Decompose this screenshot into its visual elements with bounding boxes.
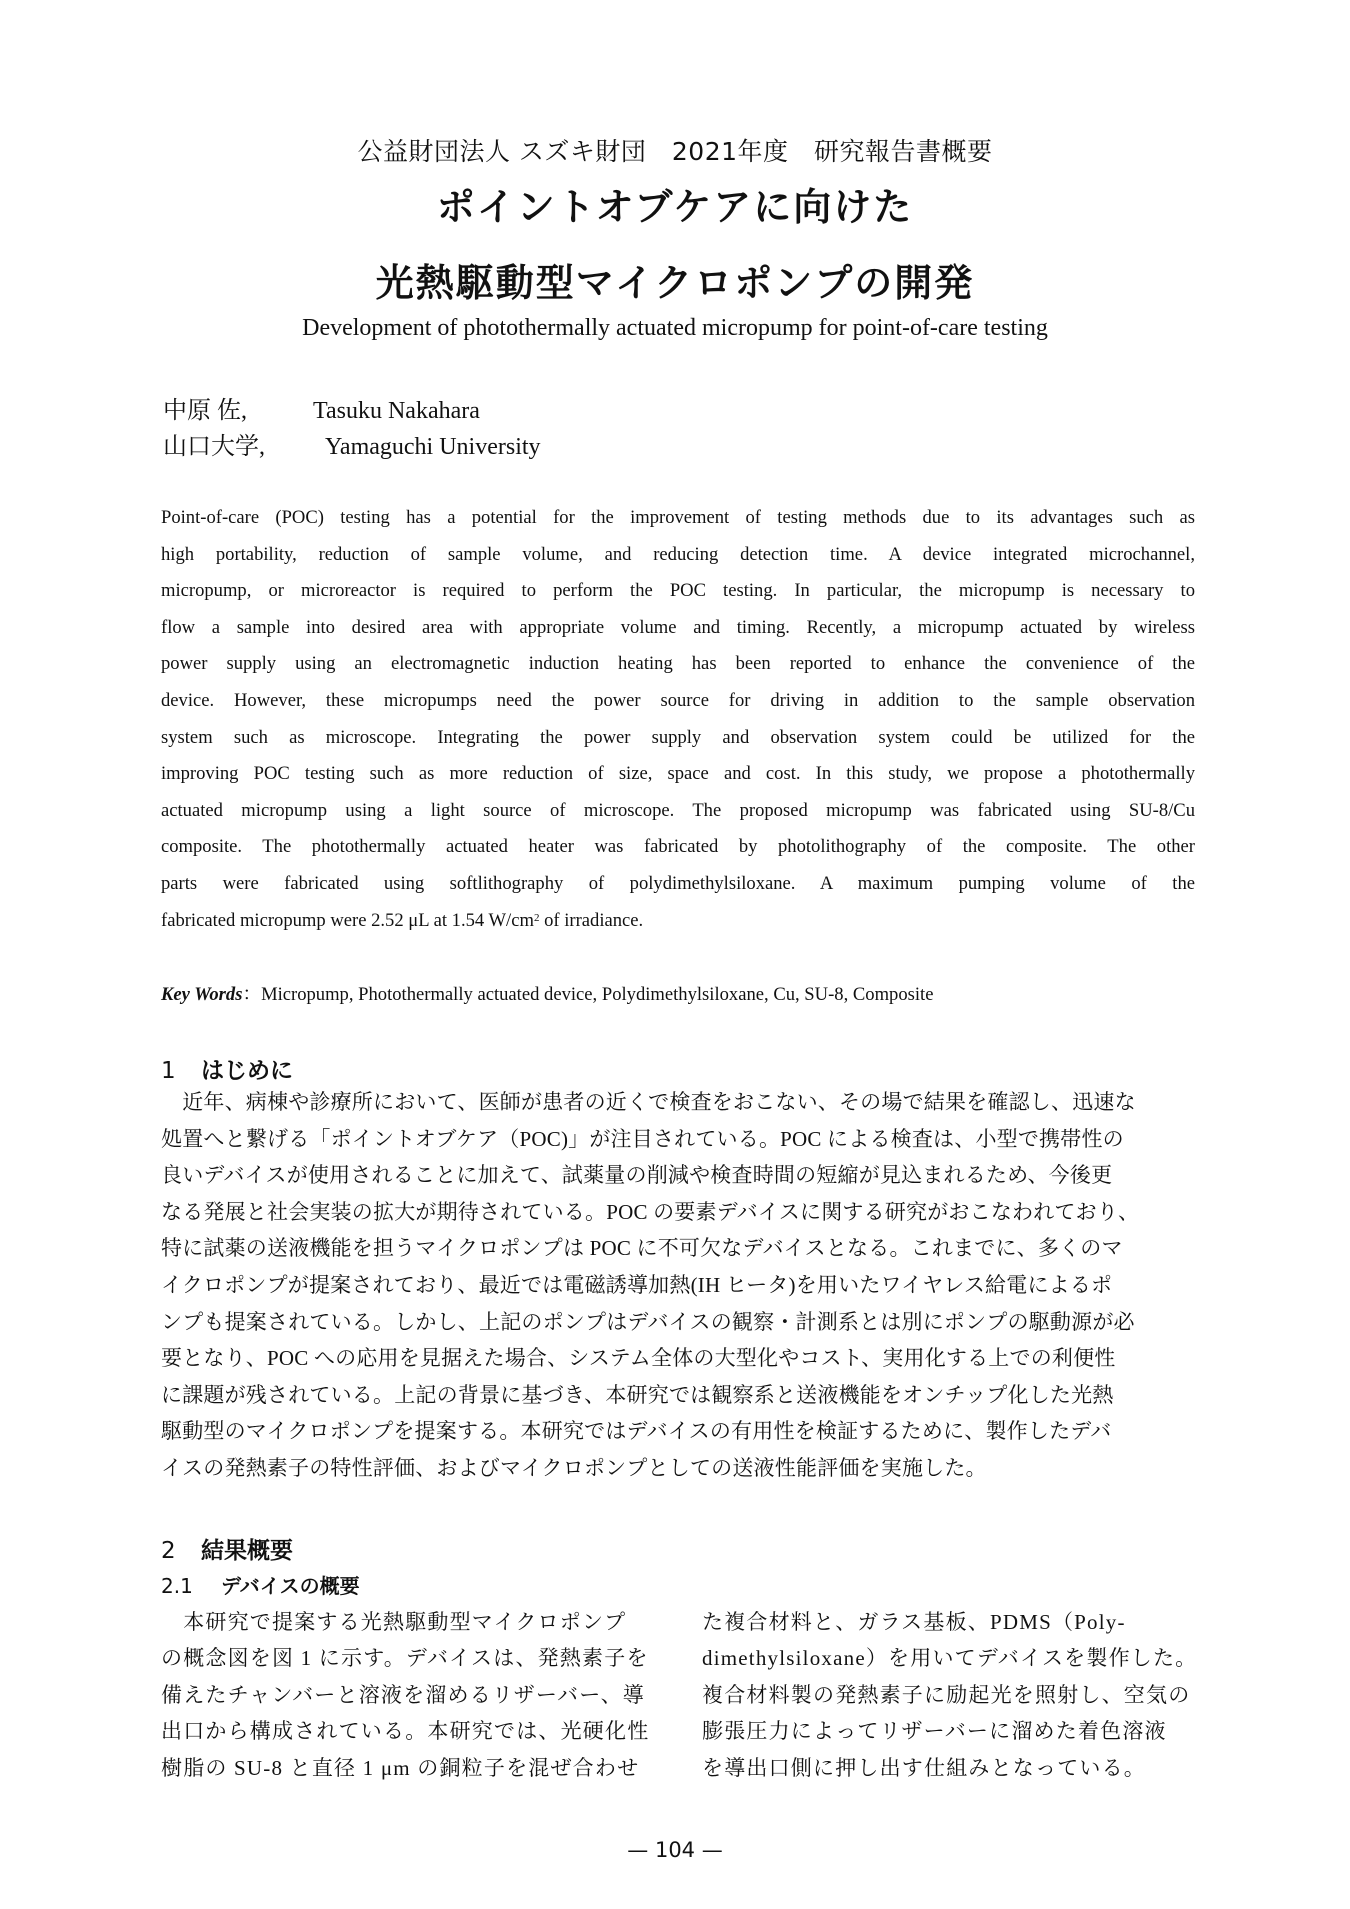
body-line: 処置へと繋げる「ポイントオブケア（POC)」が注目されている。POC による検査は、小型で携帯性の	[161, 1126, 1124, 1151]
body-line: の概念図を図 1 に示す。デバイスは、発熱素子を	[161, 1646, 649, 1671]
affiliation-jp: 山口大学,	[163, 434, 265, 460]
abstract-line: high portability, reduction of sample volume, and reducing detection time. A device integrated microchannel,	[161, 543, 1195, 565]
body-line: dimethylsiloxane）を用いてデバイスを製作した。	[702, 1646, 1198, 1671]
abstract-line: power supply using an electromagnetic induction heating has been reported to enhance the convenience of the	[161, 653, 1195, 675]
affiliation-en: Yamaguchi University	[325, 434, 541, 460]
subsection-2-1-heading	[161, 1570, 360, 1599]
body-line: 要となり、POC への応用を見据えた場合、システム全体の大型化やコスト、実用化する上での利便性	[161, 1346, 1116, 1371]
abstract-line: composite. The photothermally actuated heater was fabricated by photolithography of the composite. The other	[161, 836, 1195, 858]
page-number: — 104 —	[627, 1838, 723, 1862]
body-line: 駆動型のマイクロポンプを提案する。本研究ではデバイスの有用性を検証するために、製作したデバ	[161, 1419, 1112, 1444]
abstract	[161, 500, 1195, 939]
keywords	[161, 980, 1201, 1006]
body-line: 特に試薬の送液機能を担うマイクロポンプは POC に不可欠なデバイスとなる。これまでに、多くのマ	[161, 1236, 1123, 1261]
author-name-jp: 中原 佐,	[163, 398, 247, 424]
title-jp-line-1: ポイントオブケアに向けた	[436, 185, 914, 229]
author-name-row	[163, 390, 480, 425]
section-2-heading	[161, 1532, 293, 1565]
body-line: なる発展と社会実装の拡大が期待されている。POC の要素デバイスに関する研究がおこなわれており、	[161, 1199, 1140, 1224]
body-line: 複合材料製の発熱素子に励起光を照射し、空気の	[702, 1682, 1191, 1707]
body-line: イクロポンプが提案されており、最近では電磁誘導加熱(IH ヒータ)を用いたワイヤレス給電によるポ	[161, 1272, 1113, 1297]
abstract-line: device. However, these micropumps need the power source for driving in addition to the sample observation	[161, 689, 1195, 711]
title-jp-line-2: 光熱駆動型マイクロポンプの開発	[375, 261, 975, 305]
body-line: 備えたチャンバーと溶液を溜めるリザーバー、導	[161, 1682, 645, 1707]
section-1-heading	[161, 1052, 293, 1085]
abstract-last-line	[161, 903, 1195, 940]
abstract-line: system such as microscope. Integrating the power supply and observation system could be utilized for the	[161, 726, 1195, 748]
subsection-number: 2.1	[161, 1574, 193, 1598]
body-line: イスの発熱素子の特性評価、およびマイクロポンプとしての送液性能評価を実施した。	[161, 1455, 987, 1480]
abstract-line: micropump, or microreactor is required to perform the POC testing. In particular, the micropump is necessary to	[161, 580, 1195, 602]
abstract-line: flow a sample into desired area with appropriate volume and timing. Recently, a micropump actuated by wireless	[161, 616, 1195, 638]
body-line: 本研究で提案する光熱駆動型マイクロポンプ	[161, 1610, 627, 1634]
body-line: を導出口側に押し出す仕組みとなっている。	[702, 1755, 1146, 1780]
body-line: に課題が残されている。上記の背景に基づき、本研究では観察系と送液機能をオンチップ化した光熱	[161, 1382, 1114, 1407]
right-column	[702, 1604, 1202, 1786]
section-number: 2	[161, 1538, 176, 1564]
abstract-line: Point-of-care (POC) testing has a potential for the improvement of testing methods due to its advantages such as	[161, 507, 1195, 528]
section-1-body	[161, 1084, 1195, 1487]
keywords-label: Key Words	[161, 984, 243, 1005]
superscript: 2	[533, 911, 540, 924]
section-title: はじめに	[201, 1058, 293, 1084]
subsection-title: デバイスの概要	[221, 1574, 360, 1598]
author-name-en: Tasuku Nakahara	[313, 398, 480, 424]
keywords-separator: ：	[242, 984, 262, 1005]
body-line: た複合材料と、ガラス基板、PDMS（Poly-	[702, 1610, 1126, 1634]
title-en: Development of photothermally actuated micropump for point-of-care testing	[302, 315, 1048, 341]
abstract-last-line-text: fabricated micropump were 2.52 μL at 1.54 W/cm	[161, 909, 534, 931]
body-line: 良いデバイスが使用されることに加えて、試薬量の削減や検査時間の短縮が見込まれるため、今後更	[161, 1163, 1113, 1188]
author-affiliation-row	[163, 426, 541, 461]
body-line: ンプも提案されている。しかし、上記のポンプはデバイスの観察・計測系とは別にポンプの駆動源が必	[161, 1309, 1135, 1334]
section-number: 1	[161, 1058, 176, 1084]
body-line: 樹脂の SU-8 と直径 1 μm の銅粒子を混ぜ合わせ	[161, 1755, 640, 1780]
section-title: 結果概要	[201, 1538, 293, 1564]
left-column	[161, 1604, 661, 1786]
abstract-line: actuated micropump using a light source of microscope. The proposed micropump was fabricated using SU-8/Cu	[161, 799, 1195, 821]
report-header: 公益財団法人 スズキ財団 2021年度 研究報告書概要	[357, 137, 993, 166]
body-line: 膨張圧力によってリザーバーに溜めた着色溶液	[702, 1719, 1167, 1744]
abstract-line: improving POC testing such as more reduction of size, space and cost. In this study, we propose a photothermally	[161, 763, 1195, 785]
keywords-value: Micropump, Photothermally actuated device, Polydimethylsiloxane, Cu, SU-8, Composite	[261, 984, 934, 1005]
body-line: 出口から構成されている。本研究では、光硬化性	[161, 1719, 650, 1744]
body-line: 近年、病棟や診療所において、医師が患者の近くで検査をおこない、その場で結果を確認し、迅速な	[161, 1090, 1136, 1114]
abstract-line: parts were fabricated using softlithography of polydimethylsiloxane. A maximum pumping volume of the	[161, 872, 1195, 894]
abstract-last-line-tail: of irradiance.	[539, 909, 644, 931]
